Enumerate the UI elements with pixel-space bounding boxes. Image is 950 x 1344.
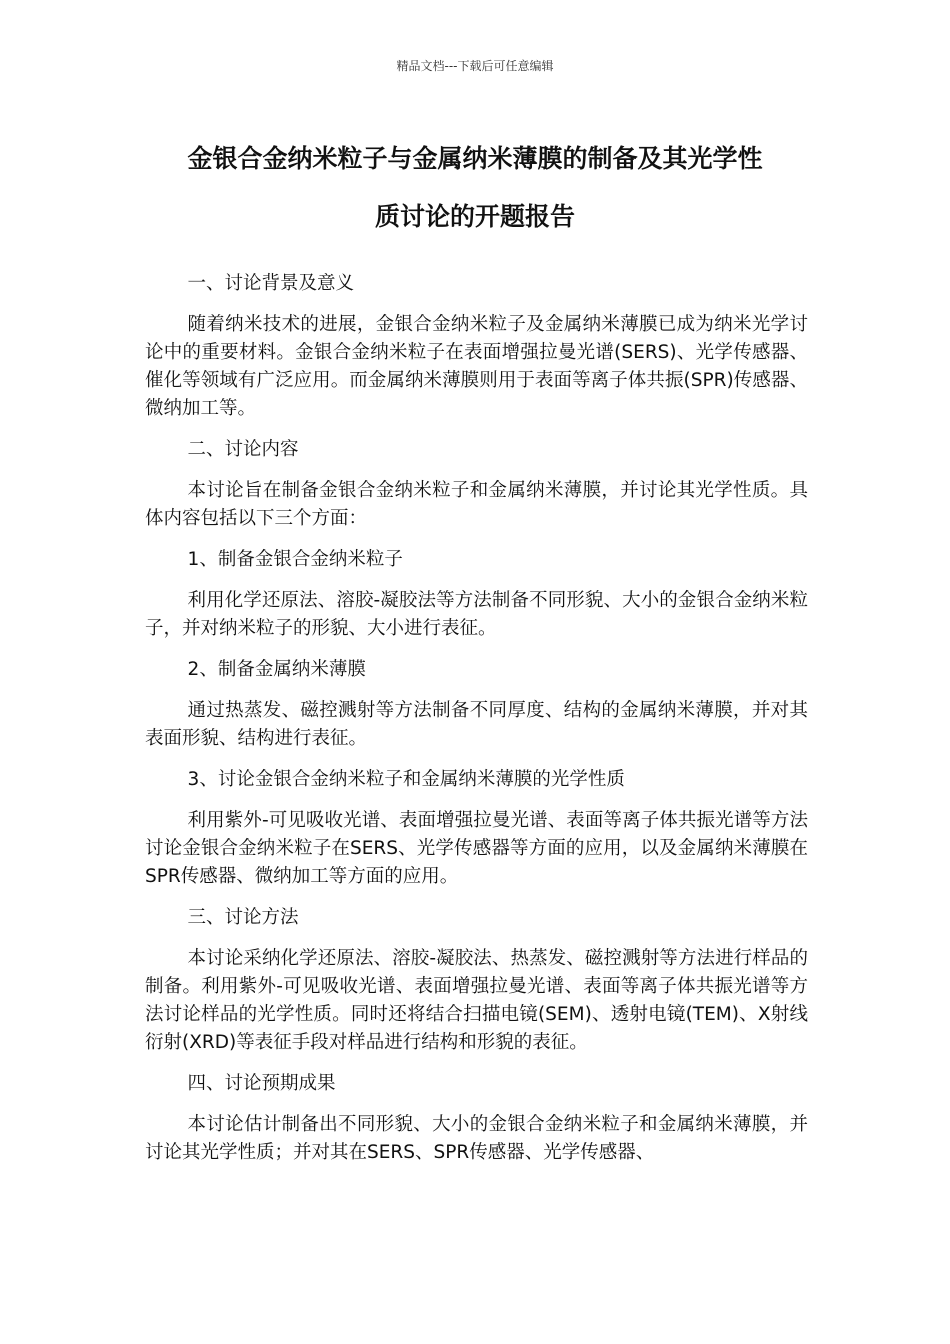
section-heading-methods: 三、讨论方法 — [187, 907, 299, 928]
paragraph-background: 随着纳米技术的进展，金银合金纳米粒子及金属纳米薄膜已成为纳米光学讨论中的重要材料。金银合金纳米粒子在表面增强拉曼光谱(SERS)、光学传感器、催化等领域有广泛应用。而金属纳米薄膜则用于表面等离子体共振(SPR)传感器、微纳加工等。 — [145, 314, 808, 419]
paragraph-methods: 本讨论采纳化学还原法、溶胶-凝胶法、热蒸发、磁控溅射等方法进行样品的制备。利用紫外-可见吸收光谱、表面增强拉曼光谱、表面等离子体共振光谱等方法讨论样品的光学性质。同时还将结合扫描电镜(SEM)、透射电镜(TEM)、X射线衍射(XRD)等表征手段对样品进行结构和形貌的表征。 — [145, 948, 808, 1053]
subsection-heading-optical-properties: 3、讨论金银合金纳米粒子和金属纳米薄膜的光学性质 — [187, 769, 625, 790]
document-title — [140, 130, 810, 246]
paragraph-expected-results: 本讨论估计制备出不同形貌、大小的金银合金纳米粒子和金属纳米薄膜，并讨论其光学性质；并对其在SERS、SPR传感器、光学传感器、 — [145, 1114, 808, 1163]
paragraph-content-intro: 本讨论旨在制备金银合金纳米粒子和金属纳米薄膜，并讨论其光学性质。具体内容包括以下三个方面： — [145, 480, 808, 529]
title-line-1: 金银合金纳米粒子与金属纳米薄膜的制备及其光学性 — [187, 144, 763, 173]
section-heading-expected-results: 四、讨论预期成果 — [187, 1073, 336, 1094]
title-line-2: 质讨论的开题报告 — [374, 202, 575, 231]
paragraph-thin-films: 通过热蒸发、磁控溅射等方法制备不同厚度、结构的金属纳米薄膜，并对其表面形貌、结构进行表征。 — [145, 700, 808, 749]
section-heading-content: 二、讨论内容 — [187, 439, 299, 460]
document-body — [145, 270, 808, 1180]
subsection-heading-thin-films: 2、制备金属纳米薄膜 — [187, 659, 366, 680]
paragraph-optical-properties: 利用紫外-可见吸收光谱、表面增强拉曼光谱、表面等离子体共振光谱等方法讨论金银合金纳米粒子在SERS、光学传感器等方面的应用，以及金属纳米薄膜在SPR传感器、微纳加工等方面的应用。 — [145, 810, 808, 887]
subsection-heading-nanoparticles: 1、制备金银合金纳米粒子 — [187, 549, 403, 570]
paragraph-nanoparticles: 利用化学还原法、溶胶-凝胶法等方法制备不同形貌、大小的金银合金纳米粒子，并对纳米粒子的形貌、大小进行表征。 — [145, 590, 808, 639]
page-header: 精品文档---下载后可任意编辑 — [396, 59, 554, 73]
section-heading-background: 一、讨论背景及意义 — [187, 273, 355, 294]
